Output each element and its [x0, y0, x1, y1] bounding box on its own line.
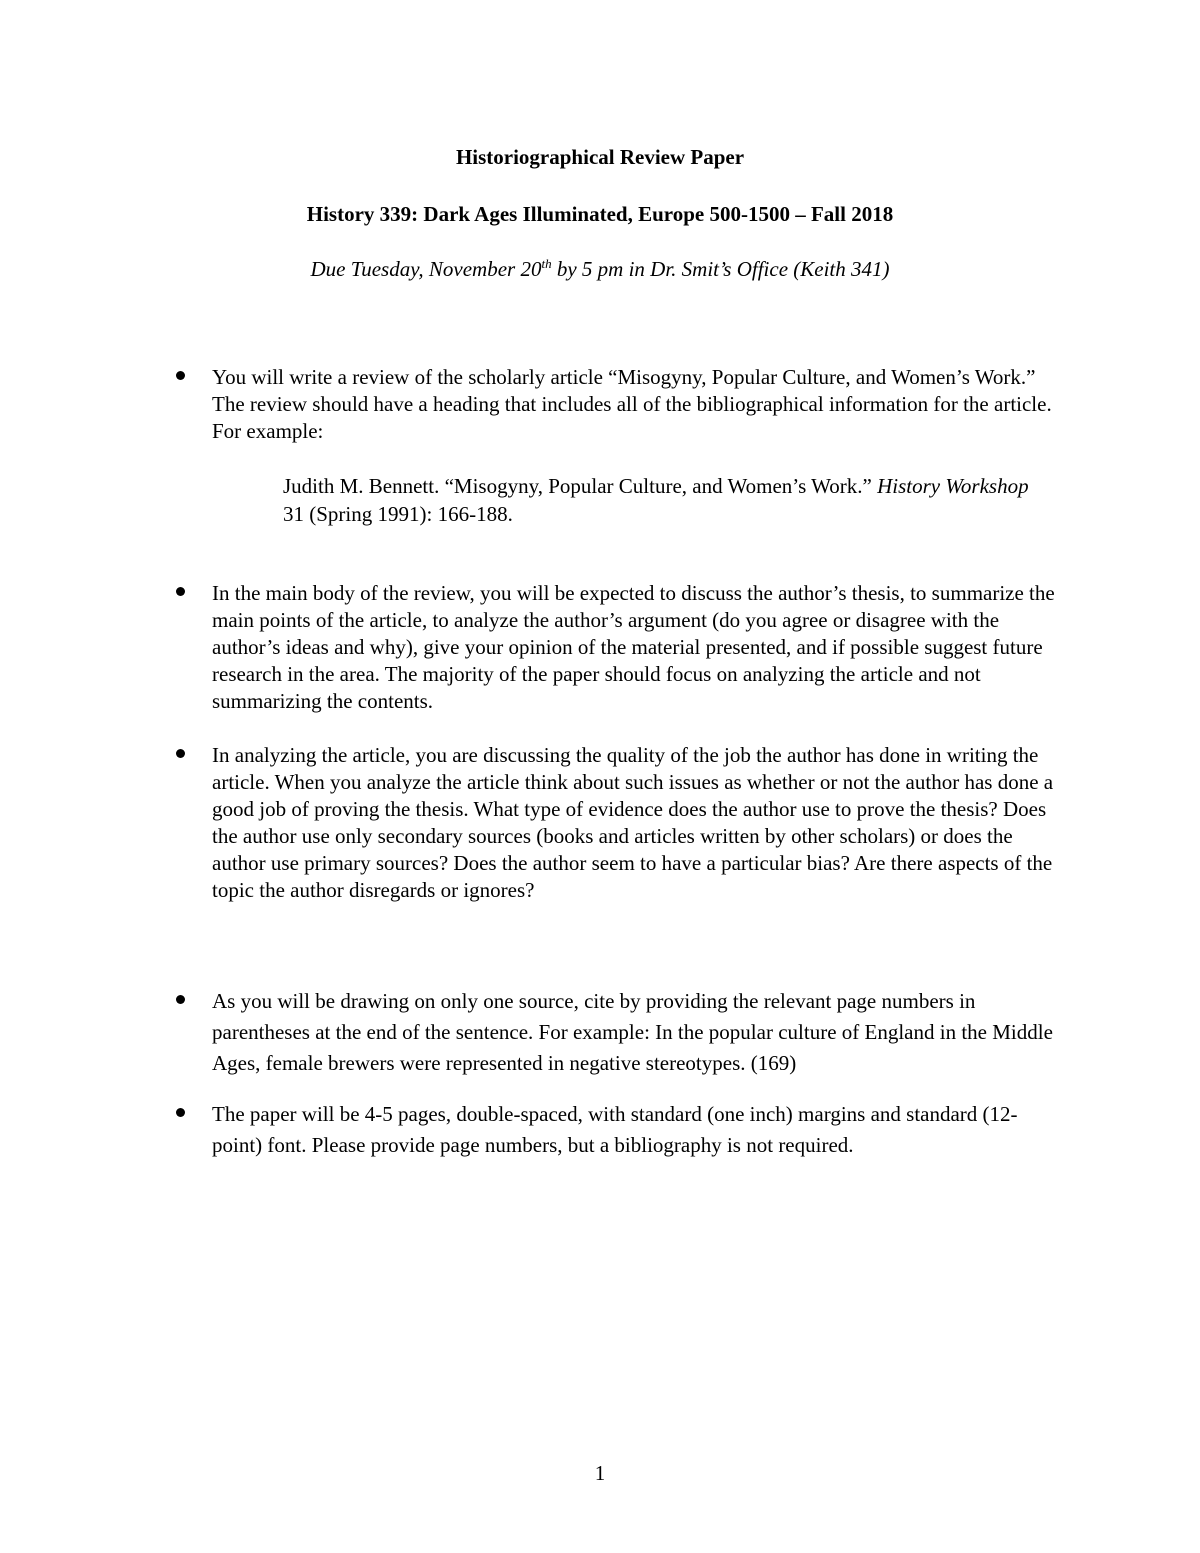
list-item-text: In analyzing the article, you are discussing the quality of the job the author has done in writing the article. When you analyze the article think about such issues as whether or not the author has done a good job of proving the thesis. What type of evidence does the author use to prove the thesis? Does the author use only secondary sources (books and articles written by other scholars) or does the author use primary sources? Does the author seem to have a particular bias? Are there aspects of the topic the author disregards or ignores? — [212, 743, 1054, 902]
course-heading: History 339: Dark Ages Illuminated, Europe 500-1500 – Fall 2018 — [306, 202, 894, 226]
due-date-text: Due Tuesday, November 20 — [310, 257, 542, 281]
document-title: Historiographical Review Paper — [455, 145, 745, 169]
list-item-text: As you will be drawing on only one source, cite by providing the relevant page numbers in parentheses at the end of the sentence. For example: In the popular culture of England in the Middle Ages, female brewers were represented in negative stereotypes. (169) — [212, 989, 1053, 1075]
bullet-icon — [176, 749, 185, 758]
citation-journal: History Workshop — [877, 474, 1029, 498]
list-item — [212, 742, 1067, 904]
bullet-icon — [176, 1108, 185, 1117]
list-item-text: In the main body of the review, you will be expected to discuss the author’s thesis, to summarize the main points of the article, to analyze the author’s argument (do you agree or disagree with the author’s ideas and why), give your opinion of the material presented, and if possible suggest future research in the area. The majority of the paper should focus on analyzing the article and not summarizing the contents. — [212, 581, 1055, 713]
bullet-icon — [176, 587, 185, 596]
list-item — [212, 580, 1067, 715]
list-item — [212, 364, 1067, 445]
citation-details: 31 (Spring 1991): 166-188. — [283, 502, 513, 526]
list-item-text: You will write a review of the scholarly article “Misogyny, Popular Culture, and Women’s Work.” The review should have a heading that includes all of the bibliographical information for the article. For example: — [212, 365, 1052, 443]
due-date-ordinal: th — [541, 256, 552, 271]
example-citation — [283, 472, 1053, 528]
list-item — [212, 986, 1067, 1079]
bullet-icon — [176, 995, 185, 1004]
due-date-line — [0, 255, 1200, 283]
list-item-text: The paper will be 4-5 pages, double-spaced, with standard (one inch) margins and standard (12-point) font. Please provide page numbers, but a bibliography is not required. — [212, 1102, 1018, 1157]
page-number: 1 — [594, 1461, 606, 1485]
citation-author-title: Judith M. Bennett. “Misogyny, Popular Culture, and Women’s Work.” — [283, 474, 878, 498]
due-location-text: by 5 pm in Dr. Smit’s Office (Keith 341) — [551, 257, 890, 281]
list-item — [212, 1099, 1067, 1161]
bullet-icon — [176, 371, 185, 380]
